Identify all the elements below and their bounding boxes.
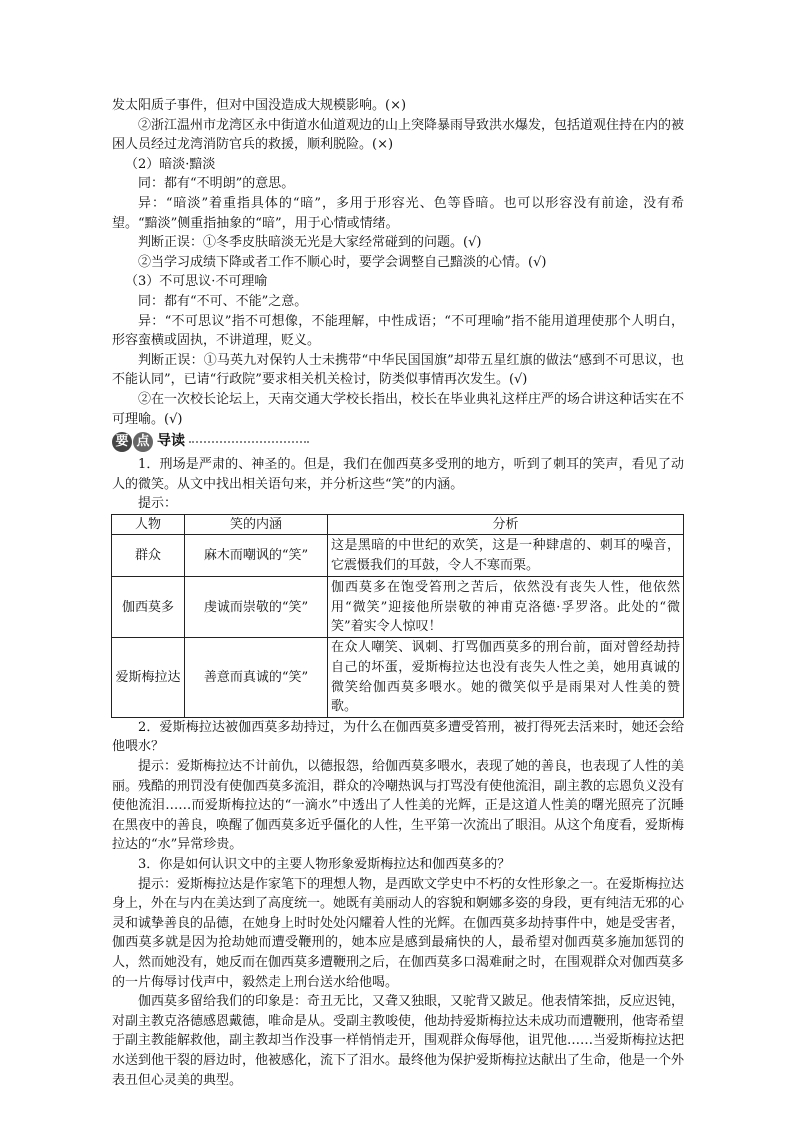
table-header: 人物 xyxy=(112,514,185,535)
table-cell-person: 伽西莫多 xyxy=(112,577,185,638)
table-header: 分析 xyxy=(328,514,684,535)
table-cell-meaning: 虔诚而崇敬的“笑” xyxy=(185,577,328,638)
paragraph: 提示： xyxy=(138,496,178,512)
paragraph: 1．刑场是严肃的、神圣的。但是，我们在伽西莫多受刑的地方，听到了刺耳的笑声，看见了动人的微笑。从文中找出相关语句来，并分析这些“笑”的内涵。 xyxy=(112,457,684,492)
paragraph: ②当学习成绩下降或者工作不顺心时，要学会调整自己黯淡的心情。(√) xyxy=(138,254,547,270)
paragraph: 伽西莫多留给我们的印象是：奇丑无比，又聋又独眼，又驼背又跛足。他表情笨拙，反应迟钝，对副主教克洛德感恩戴德，唯命是从。受副主教唆使，他劫持爱斯梅拉达未成功而遭鞭刑，他寄希望于副主教能解救他，副主教却当作没事一样悄悄走开，围观群众侮辱他，诅咒他……当爱斯梅拉达把水送到他干裂的唇边时，他被感化，流下了泪水。最终他为保护爱斯梅拉达献出了生命，他是一个外表丑但心灵美的典型。 xyxy=(112,994,685,1088)
table-cell-meaning: 善意而真诚的“笑” xyxy=(185,638,328,717)
table-header-row xyxy=(112,514,684,535)
table-cell-analysis: 在众人嘲笑、讽刺、打骂伽西莫多的刑台前，面对曾经劫持自己的坏蛋，爱斯梅拉达也没有丧失人性之美，她用真诚的微笑给伽西莫多喂水。她的微笑似乎是雨果对人性美的赞歌。 xyxy=(328,638,684,717)
paragraph: 异：“暗淡”着重指具体的“暗”，多用于形容光、色等昏暗。也可以形容没有前途，没有希望。“黯淡”侧重指抽象的“暗”，用于心情或情绪。 xyxy=(112,195,684,231)
vocabulary-section xyxy=(112,96,684,429)
paragraph: 2．爱斯梅拉达被伽西莫多劫持过，为什么在伽西莫多遭受笞刑，被打得死去活来时，她还会给他喂水？ xyxy=(112,719,684,755)
table-cell-meaning: 麻木而嘲讽的“笑” xyxy=(185,535,328,577)
table-row xyxy=(112,638,684,717)
smile-analysis-table xyxy=(111,514,684,718)
table-cell-analysis: 这是黑暗的中世纪的欢笑，这是一种肆虐的、刺耳的噪音，它震慑我们的耳鼓，令人不寒而栗。 xyxy=(328,535,684,577)
banner-dots-divider xyxy=(189,441,309,446)
banner-title: 导读 xyxy=(157,433,185,450)
paragraph: 同：都有“不可、不能”之意。 xyxy=(138,293,308,309)
paragraph: （3）不可思议·不可理喻 xyxy=(125,274,268,290)
table-cell-person: 群众 xyxy=(112,535,185,577)
section-banner xyxy=(112,429,684,455)
table-row xyxy=(112,577,684,638)
banner-char-2: 点 xyxy=(133,432,153,452)
paragraph: ②在一次校长论坛上，天南交通大学校长指出，校长在毕业典礼这样庄严的场合讲这种话实在不可理喻。(√) xyxy=(112,391,685,427)
table-header: 笑的内涵 xyxy=(185,514,328,535)
paragraph: （2）暗淡·黯淡 xyxy=(125,156,216,172)
table-row xyxy=(112,535,684,577)
paragraph: 同：都有“不明朗”的意思。 xyxy=(138,176,295,192)
banner-char-1: 要 xyxy=(112,432,132,452)
paragraph: 3．你是如何认识文中的主要人物形象爱斯梅拉达和伽西莫多的？ xyxy=(138,857,511,872)
page-content xyxy=(112,96,684,1090)
paragraph: 发太阳质子事件，但对中国没造成大规模影响。(×) xyxy=(112,98,407,113)
questions-2-3 xyxy=(112,718,684,1090)
question-1 xyxy=(112,455,684,514)
table-cell-analysis: 伽西莫多在饱受笞刑之苦后，依然没有丧失人性，他依然用“微笑”迎接他所崇敬的神甫克洛德·孚罗洛。此处的“微笑”着实令人惊叹！ xyxy=(328,577,684,638)
paragraph: 判断正误：①马英九对保钓人士未携带“中华民国国旗”却带五星红旗的做法“感到不可思议，也不能认同”，已请“行政院”要求相关机关检讨，防类似事情再次发生。(√) xyxy=(112,352,684,388)
table-cell-person: 爱斯梅拉达 xyxy=(112,638,185,717)
paragraph: ②浙江温州市龙湾区永中街道水仙道观边的山上突降暴雨导致洪水爆发，包括道观住持在内的被困人员经过龙湾消防官兵的救援，顺利脱险。(×) xyxy=(112,117,685,153)
paragraph: 提示：爱斯梅拉达不计前仇，以德报怨，给伽西莫多喂水，表现了她的善良，也表现了人性的美丽。残酷的刑罚没有使伽西莫多流泪，群众的冷嘲热讽与打骂没有使他流泪，副主教的忘恩负义没有使他流泪……而爱斯梅拉达的“一滴水”中透出了人性美的光辉，正是这道人性美的曙光照亮了沉睡在黑夜中的善良，唤醒了伽西莫多近乎僵化的人性，生平第一次流出了眼泪。从这个角度看，爱斯梅拉达的“水”异常珍贵。 xyxy=(112,759,685,853)
paragraph: 提示：爱斯梅拉达是作家笔下的理想人物，是西欧文学史中不朽的女性形象之一。在爱斯梅拉达身上，外在与内在美达到了高度统一。她既有美丽动人的容貌和婀娜多姿的身段，更有纯洁无邪的心灵和诚挚善良的品德，在她身上时时处处闪耀着人性的光辉。在伽西莫多劫持事件中，她是受害者，伽西莫多就是因为抢劫她而遭受鞭刑的，她本应是感到最痛快的人，最希望对伽西莫多施加惩罚的人，然而她没有，她反而在伽西莫多遭鞭刑之后，在伽西莫多口渴难耐之时，在围观群众对伽西莫多的一片侮辱讨伐声中，毅然走上刑台送水给他喝。 xyxy=(112,876,685,990)
paragraph: 判断正误：①冬季皮肤暗淡无光是大家经常碰到的问题。(√) xyxy=(138,235,482,251)
paragraph: 异：“不可思议”指不可想像，不能理解，中性成语；“不可理喻”指不能用道理使那个人明白，形容蛮横或固执，不讲道理，贬义。 xyxy=(112,313,684,349)
